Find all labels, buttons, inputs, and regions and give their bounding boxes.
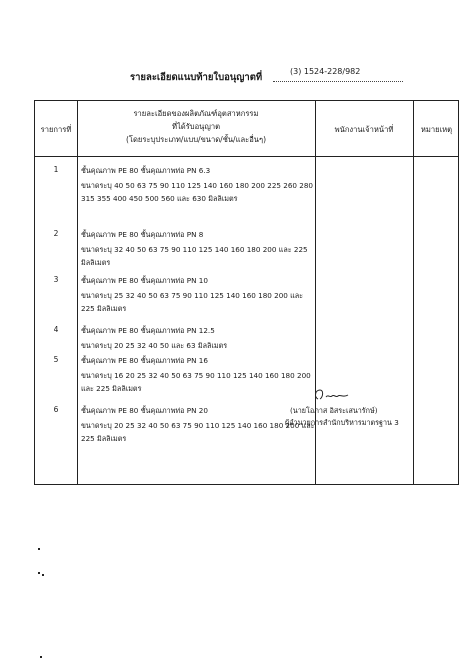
item-grade: ชั้นคุณภาพ PE 80 ชั้นคุณภาพท่อ PN 12.5 bbox=[81, 326, 215, 335]
column-header-remarks: หมายเหตุ bbox=[420, 125, 453, 134]
item-grade: ชั้นคุณภาพ PE 80 ชั้นคุณภาพท่อ PN 20 bbox=[81, 406, 208, 415]
signatory-name: (นายโอภาส อิสระเสนารักษ์) bbox=[290, 406, 378, 415]
item-sizes: ขนาดระบุ 32 40 50 63 75 90 110 125 140 160 180 200 และ 225 มิลลิเมตร bbox=[81, 245, 308, 267]
column-header-officer: พนักงานเจ้าหน้าที่ bbox=[334, 125, 394, 134]
document-header bbox=[130, 67, 450, 86]
signatory-title: ผู้อำนวยการสำนักบริหารมาตรฐาน 3 bbox=[285, 418, 399, 427]
item-sizes: ขนาดระบุ 25 32 40 50 63 75 90 110 125 140 160 180 200 และ 225 มิลลิเมตร bbox=[81, 291, 304, 313]
column-header-details: รายละเอียดของผลิตภัณฑ์อุตสาหกรรม ที่ได้รับอนุญาต (โดยระบุประเภท/แบบ/ขนาด/ชั้น/และอื่นๆ) bbox=[125, 109, 267, 144]
column-divider bbox=[413, 101, 414, 484]
license-number: (3) 1524-228/982 bbox=[290, 67, 361, 76]
item-grade: ชั้นคุณภาพ PE 80 ชั้นคุณภาพท่อ PN 16 bbox=[81, 356, 208, 365]
item-number: 2 bbox=[53, 229, 59, 238]
item-number: 6 bbox=[53, 405, 59, 414]
signature-mark bbox=[312, 385, 352, 405]
item-number: 4 bbox=[53, 325, 59, 334]
scan-speck bbox=[42, 574, 44, 576]
item-grade: ชั้นคุณภาพ PE 80 ชั้นคุณภาพท่อ PN 6.3 bbox=[81, 166, 211, 175]
header-label: รายละเอียดแนบท้ายใบอนุญาตที่ bbox=[130, 72, 263, 83]
scan-speck bbox=[38, 548, 40, 550]
column-divider bbox=[77, 101, 78, 484]
column-header-item-no: รายการที่ bbox=[40, 125, 72, 134]
item-grade: ชั้นคุณภาพ PE 80 ชั้นคุณภาพท่อ PN 8 bbox=[81, 230, 204, 239]
header-row-divider bbox=[35, 156, 458, 157]
scan-speck bbox=[40, 656, 42, 658]
item-sizes: ขนาดระบุ 40 50 63 75 90 110 125 140 160 180 200 225 260 280 315 355 400 450 500 560 และ 630 มิลลิเมตร bbox=[81, 181, 313, 203]
item-number: 3 bbox=[53, 275, 59, 284]
item-number: 5 bbox=[53, 355, 59, 364]
item-sizes: ขนาดระบุ 16 20 25 32 40 50 63 75 90 110 125 140 160 180 200 และ 225 มิลลิเมตร bbox=[81, 371, 311, 393]
header-dotted-line bbox=[273, 81, 403, 82]
item-sizes: ขนาดระบุ 20 25 32 40 50 63 75 90 110 125 140 160 180 200 และ 225 มิลลิเมตร bbox=[81, 421, 315, 443]
scan-speck bbox=[38, 572, 40, 574]
item-grade: ชั้นคุณภาพ PE 80 ชั้นคุณภาพท่อ PN 10 bbox=[81, 276, 208, 285]
item-number: 1 bbox=[53, 165, 59, 174]
item-sizes: ขนาดระบุ 20 25 32 40 50 และ 63 มิลลิเมตร bbox=[81, 341, 228, 350]
